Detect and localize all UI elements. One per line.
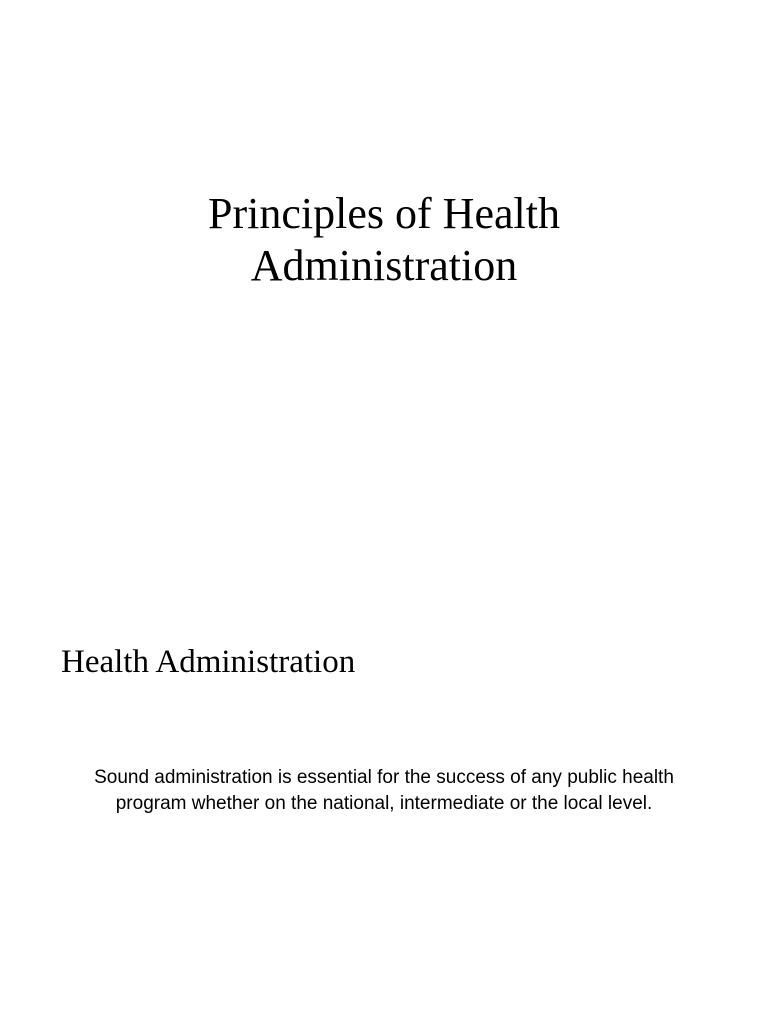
slide-heading: Health Administration bbox=[61, 644, 356, 680]
presentation-title-line-1: Principles of Health bbox=[208, 189, 560, 238]
presentation-title bbox=[0, 188, 768, 292]
presentation-title-line-2: Administration bbox=[250, 241, 518, 290]
body-text-line-2: program whether on the national, intermediate or the local level. bbox=[115, 793, 653, 814]
slide-body-text bbox=[0, 765, 768, 817]
body-text-line-1: Sound administration is essential for the success of any public health bbox=[94, 767, 674, 788]
